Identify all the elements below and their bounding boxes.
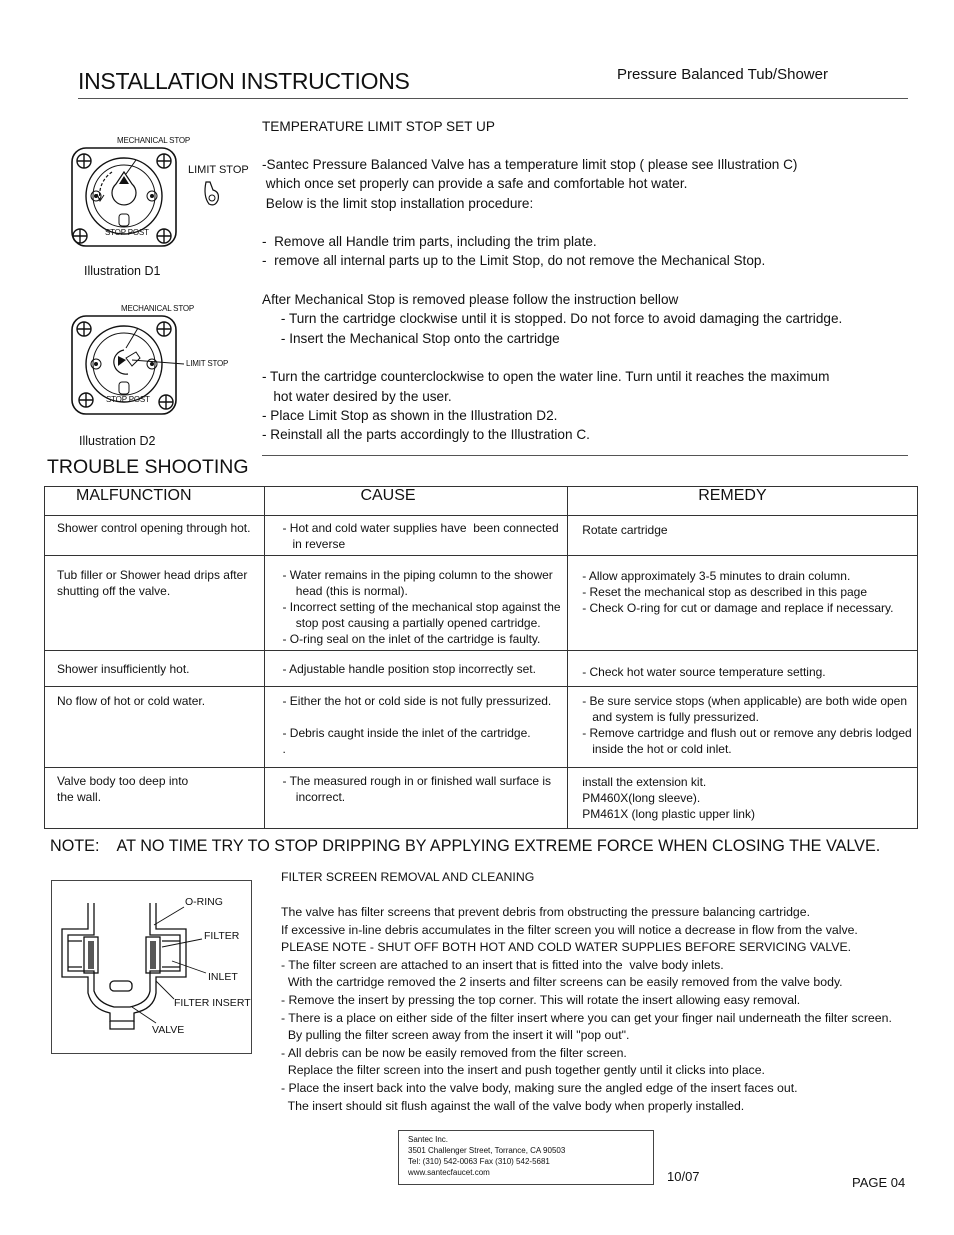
- d1-stop-post-label: STOP POST: [105, 228, 149, 237]
- instruction-line: - The filter screen are attached to an insert that is fitted into the valve body inlets.: [281, 957, 724, 972]
- address-line: 3501 Challenger Street, Torrance, CA 90503: [408, 1146, 566, 1155]
- instruction-line: - Turn the cartridge clockwise until it is stopped. Do not force to avoid damaging the cartridge.: [262, 311, 843, 327]
- temp-limit-stop-heading: TEMPERATURE LIMIT STOP SET UP: [262, 119, 495, 134]
- instruction-line: [262, 271, 842, 290]
- cause-cell: - The measured rough in or finished wall surface is incorrect.: [282, 774, 552, 804]
- illustration-d1-caption: Illustration D1: [84, 264, 161, 278]
- d1-mechanical-stop-label: MECHANICAL STOP: [117, 136, 191, 145]
- instruction-line: [262, 213, 842, 232]
- cause-cell: - Adjustable handle position stop incorrectly set.: [282, 662, 536, 676]
- filter-cleaning-heading: FILTER SCREEN REMOVAL AND CLEANING: [281, 870, 535, 884]
- instruction-line: With the cartridge removed the 2 inserts and filter screens can be easily removed from the valve body.: [281, 975, 843, 990]
- d2-stop-post-label: STOP POST: [106, 395, 150, 404]
- header-remedy: REMEDY: [568, 487, 918, 516]
- table-row: [45, 687, 918, 768]
- instruction-line: - Place Limit Stop as shown in the Illustration D2.: [262, 407, 558, 423]
- d2-limit-stop-label: LIMIT STOP: [186, 359, 229, 368]
- limit-stop-part-icon: [200, 178, 222, 208]
- o-ring-label: O-RING: [185, 896, 223, 908]
- remedy-cell: - Check hot water source temperature setting.: [582, 665, 826, 679]
- malfunction-cell: Valve body too deep into the wall.: [57, 774, 189, 804]
- malfunction-cell: Tub filler or Shower head drips after shutting off the valve.: [57, 568, 248, 598]
- table-row: [45, 768, 918, 829]
- remedy-cell: Rotate cartridge: [582, 523, 668, 537]
- table-row: [45, 556, 918, 651]
- revision-date: 10/07: [667, 1169, 700, 1184]
- d2-mechanical-stop-label: MECHANICAL STOP: [121, 304, 195, 313]
- instruction-line: By pulling the filter screen away from the insert it will "pop out".: [281, 1028, 630, 1043]
- header-cause: CAUSE: [265, 487, 568, 516]
- inlet-label: INLET: [208, 971, 238, 983]
- instruction-line: The insert should sit flush against the wall of the valve body when properly installed.: [281, 1098, 745, 1113]
- instruction-line: PLEASE NOTE - SHUT OFF BOTH HOT AND COLD WATER SUPPLIES BEFORE SERVICING VALVE.: [281, 940, 852, 955]
- trouble-shooting-table: [44, 486, 918, 829]
- illustration-d2-caption: Illustration D2: [79, 434, 156, 448]
- header-rule: [78, 98, 908, 99]
- instruction-line: - Reinstall all the parts accordingly to the Illustration C.: [262, 427, 590, 443]
- filter-insert-label: FILTER INSERT: [174, 997, 251, 1009]
- instruction-line: which once set properly can provide a safe and comfortable hot water.: [262, 176, 688, 192]
- illustration-d2-drawing: [66, 312, 186, 416]
- instruction-line: After Mechanical Stop is removed please follow the instruction bellow: [262, 292, 679, 308]
- warning-note: NOTE: AT NO TIME TRY TO STOP DRIPPING BY APPLYING EXTREME FORCE WHEN CLOSING THE VALVE.: [50, 837, 881, 855]
- instruction-line: [262, 348, 842, 367]
- instruction-line: - There is a place on either side of the filter insert where you can get your finger nail underneath the filter screen.: [281, 1010, 892, 1025]
- remedy-cell: install the extension kit. PM460X(long sleeve). PM461X (long plastic upper link): [582, 775, 755, 821]
- valve-label: VALVE: [152, 1024, 185, 1036]
- address-line: www.santecfaucet.com: [408, 1168, 490, 1177]
- d1-limit-stop-label: LIMIT STOP: [188, 164, 249, 176]
- instruction-line: - Place the insert back into the valve body, making sure the angled edge of the insert faces out.: [281, 1080, 798, 1095]
- instruction-line: The valve has filter screens that prevent debris from obstructing the pressure balancing cartridge.: [281, 905, 811, 919]
- address-line: Santec Inc.: [408, 1135, 449, 1144]
- temp-limit-stop-instructions: [262, 155, 842, 444]
- trouble-shooting-title: TROUBLE SHOOTING: [47, 456, 249, 478]
- section-rule: [262, 455, 908, 456]
- page-subtitle: Pressure Balanced Tub/Shower: [617, 66, 828, 83]
- instruction-line: - Insert the Mechanical Stop onto the cartridge: [262, 330, 560, 346]
- instruction-line: If excessive in-line debris accumulates in the filter screen you will notice a decrease in flow from the valve.: [281, 922, 858, 937]
- address-line: Tel: (310) 542-0063 Fax (310) 542-5681: [408, 1157, 550, 1166]
- instruction-line: - remove all internal parts up to the Limit Stop, do not remove the Mechanical Stop.: [262, 253, 766, 269]
- instruction-line: - All debris can be now be easily removed from the filter screen.: [281, 1045, 627, 1060]
- filter-label: FILTER: [204, 930, 240, 942]
- illustration-d1-drawing: [66, 144, 186, 248]
- instruction-line: - Remove the insert by pressing the top corner. This will rotate the insert allowing easy removal.: [281, 992, 801, 1007]
- remedy-cell: - Allow approximately 3-5 minutes to drain column. - Reset the mechanical stop as described in this page - Check O-ring for cut or damage and replace if necessary.: [582, 569, 894, 615]
- company-address-box: [398, 1130, 654, 1185]
- page-title: INSTALLATION INSTRUCTIONS: [78, 68, 410, 94]
- malfunction-cell: Shower control opening through hot.: [57, 521, 251, 535]
- filter-illustration-frame: [51, 880, 252, 1054]
- instruction-line: - Remove all Handle trim parts, including the trim plate.: [262, 234, 597, 250]
- filter-cleaning-instructions: [281, 904, 892, 1115]
- remedy-cell: - Be sure service stops (when applicable) are both wide open and system is fully pressurized. - Remove cartridge and flush out or remove any debris lodged inside the hot or cold inlet.: [582, 694, 912, 756]
- table-row: [45, 516, 918, 556]
- cause-cell: - Hot and cold water supplies have been connected in reverse: [282, 521, 559, 551]
- page-number: PAGE 04: [852, 1175, 906, 1190]
- header-malfunction: MALFUNCTION: [45, 487, 265, 516]
- instruction-line: hot water desired by the user.: [262, 388, 452, 404]
- malfunction-cell: Shower insufficiently hot.: [57, 662, 190, 676]
- instruction-line: -Santec Pressure Balanced Valve has a temperature limit stop ( please see Illustration C): [262, 157, 798, 172]
- cause-cell: - Either the hot or cold side is not fully pressurized. - Debris caught inside the inlet of the cartridge. .: [282, 694, 552, 756]
- malfunction-cell: No flow of hot or cold water.: [57, 694, 206, 708]
- cause-cell: - Water remains in the piping column to the shower head (this is normal). - Incorrect setting of the mechanical stop against the stop post causing a partially opened cartridge. - O-ring seal on the inlet of the cartridge is faulty.: [282, 568, 561, 646]
- instruction-line: - Turn the cartridge counterclockwise to open the water line. Turn until it reaches the maximum: [262, 369, 830, 385]
- table-header-row: [45, 487, 918, 516]
- instruction-line: Below is the limit stop installation procedure:: [262, 195, 534, 211]
- table-row: [45, 651, 918, 687]
- instruction-line: Replace the filter screen into the insert and push together gently until it clicks into place.: [281, 1063, 765, 1078]
